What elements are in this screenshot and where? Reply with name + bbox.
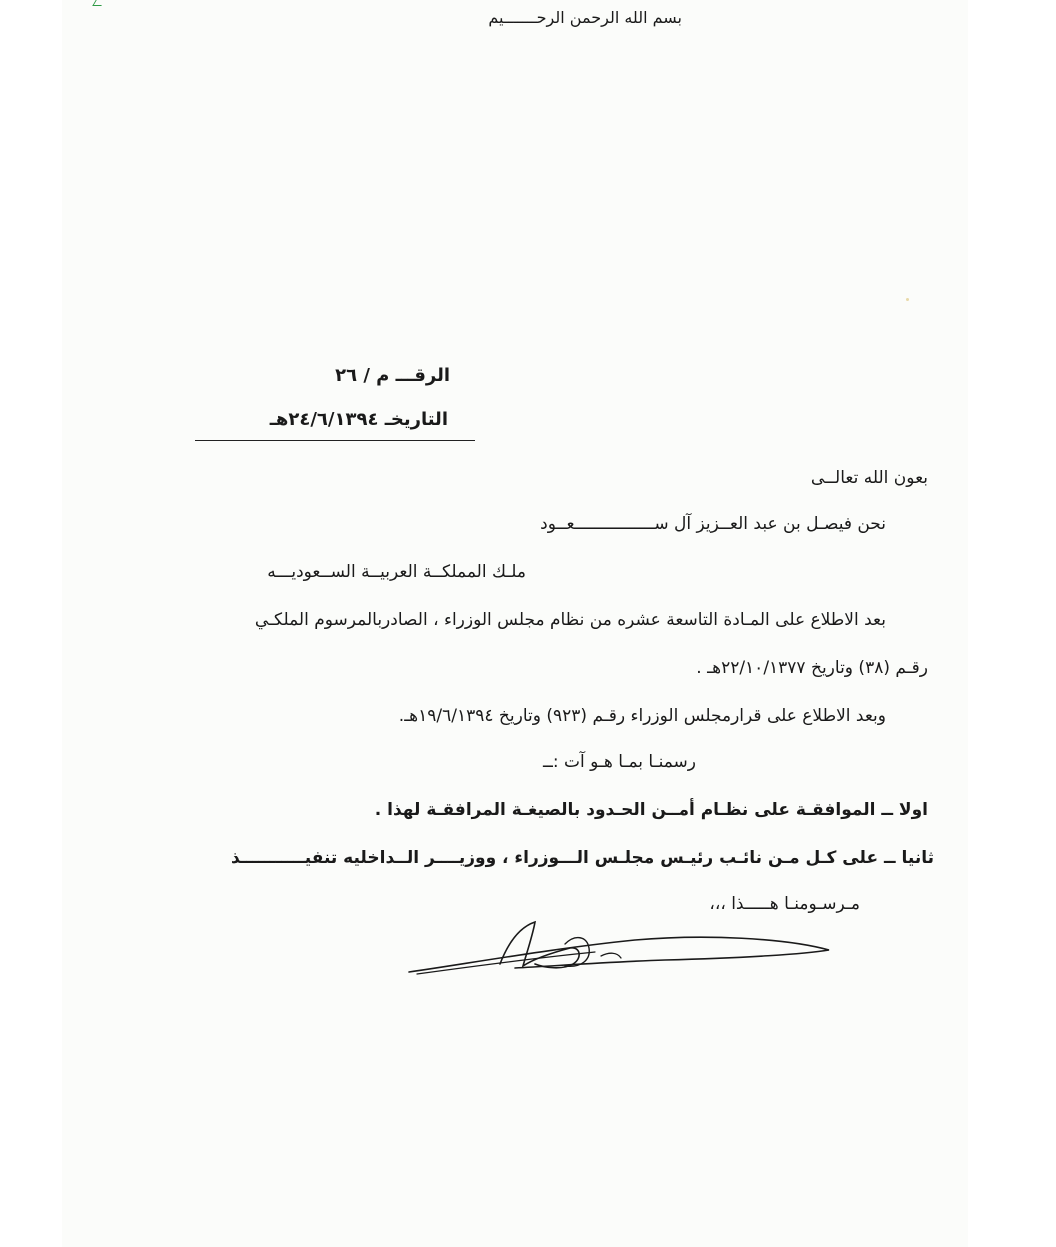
closing-line: مـرسـومنـا هـــــذا ،،، [709,894,860,914]
basmala: بسم الله الرحمن الرحـــــــيم [488,8,682,27]
article-second: ثانيا ــ على كـل مـن نائـب رئيـس مجلـس الـــوزراء ، ووزيــــر الــداخليه تنفيـــــــــــذ [231,848,934,868]
reference-number: الرقـــ م / ٢٦ [335,365,450,386]
header-rule [195,440,475,441]
preamble-line-2: رقـم (٣٨) وتاريخ ٢٢/١٠/١٣٧٧هـ . [696,658,928,678]
handwritten-signature [405,918,835,980]
royal-title: ملـك المملكــة العربيــة الســعوديـــه [267,562,526,582]
issuer-line: نحن فيصـل بن عبد العــزيز آل ســــــــــــــــعــود [540,514,886,534]
preamble-line-3: وبعد الاطلاع على قرارمجلس الوزراء رقـم (٩٢٣) وتاريخ ١٩/٦/١٣٩٤هـ. [398,706,886,726]
paper-speck [906,298,909,301]
preamble-line-1: بعد الاطلاع على المـادة التاسعة عشره من نظام مجلس الوزراء ، الصادربالمرسوم الملكـي [254,610,886,630]
invocation: بعون الله تعالــى [810,468,928,488]
article-first: اولا ــ الموافقـة على نظـام أمــن الحـدود بالصيغـة المرافقـة لهذا . [374,800,928,820]
decree-lead: رسمنـا بمـا هـو آت :ــ [542,752,696,772]
issue-date: التاريخـ ٢٤/٦/١٣٩٤هـ [269,409,448,430]
